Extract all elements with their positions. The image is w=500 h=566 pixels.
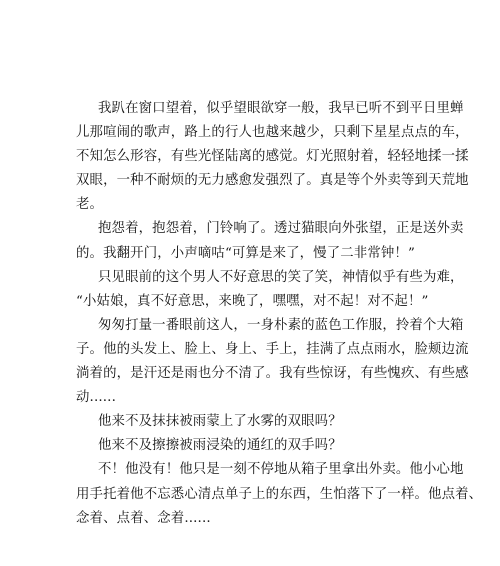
text-line: 双眼，一种不耐烦的无力感愈发强烈了。真是等个外卖等到天荒地: [76, 173, 469, 189]
text-line: 老。: [76, 197, 104, 213]
text-line: 不！他没有！他只是一刻不停地从箱子里拿出外卖。他小心地: [98, 462, 464, 478]
text-line: 子。他的头发上、脸上、身上、手上，挂满了点点雨水，脸颊边流: [76, 341, 469, 357]
text-line: 他来不及擦擦被雨浸染的通红的双手吗？: [98, 438, 342, 454]
text-line: “小姑娘，真不好意思，来晚了，嘿嘿，对不起！对不起！”: [76, 293, 429, 309]
text-line: 抱怨着，抱怨着，门铃响了。透过猫眼向外张望，正是送外卖: [98, 221, 464, 237]
text-line: 只见眼前的这个男人不好意思的笑了笑，神情似乎有些为难，: [98, 269, 464, 285]
text-line: 动......: [76, 390, 116, 406]
text-line: 儿那喧闹的歌声，路上的行人也越来越少，只剩下星星点点的车，: [76, 125, 469, 141]
text-line: 我趴在窗口望着，似乎望眼欲穿一般，我早已听不到平日里蝉: [98, 101, 464, 116]
text-line: 不知怎么形容，有些光怪陆离的感觉。灯光照射着，轻轻地揉一揉: [76, 149, 469, 165]
essay-body: [76, 97, 483, 531]
text-line: 用手托着他不忘悉心清点单子上的东西，生怕落下了一样。他点着、: [76, 486, 483, 502]
text-line: 匆匆打量一番眼前这人，一身朴素的蓝色工作服，拎着个大箱: [98, 317, 464, 333]
text-line: 念着、点着、念着......: [76, 510, 211, 526]
text-line: 他来不及抹抹被雨蒙上了水雾的双眼吗？: [98, 414, 342, 430]
text-line: 淌着的，是汗还是雨也分不清了。我有些惊讶，有些愧疚、有些感: [76, 366, 469, 382]
text-line: 的。我翻开门，小声嘀咕“可算是来了，慢了二非常钟！”: [76, 245, 415, 261]
